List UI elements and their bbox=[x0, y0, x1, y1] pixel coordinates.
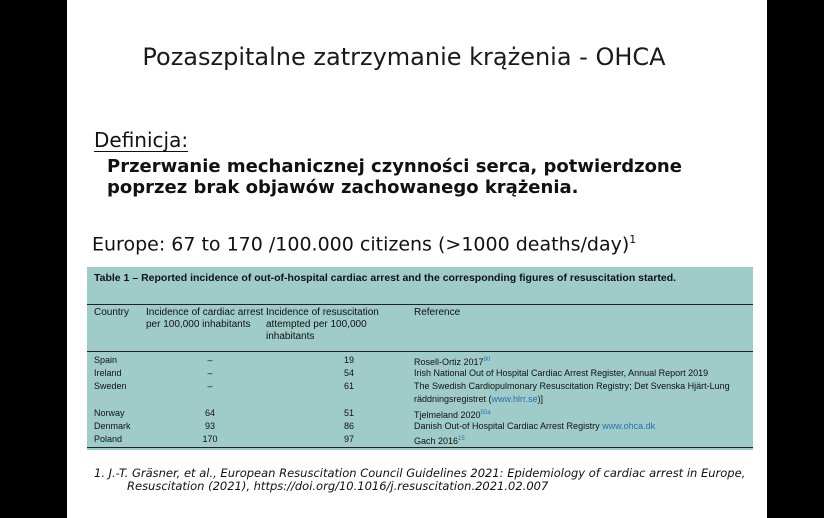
cell-reference bbox=[414, 407, 744, 421]
ref-text: Irish National Out of Hospital Cardiac Arrest Register, Annual Report 2019 bbox=[414, 368, 709, 378]
cell-reference bbox=[414, 354, 744, 368]
footnote-line-2: Resuscitation (2021), https://doi.org/10.1016/j.resuscitation.2021.02.007 bbox=[127, 479, 549, 493]
cell-reference bbox=[414, 380, 744, 406]
cell-resuscitation: 19 bbox=[343, 355, 354, 365]
cell-incidence: 93 bbox=[204, 421, 215, 431]
ref-text: The Swedish Cardiopulmonary Resuscitation Registry; Det Svenska Hjärt-Lung räddningsregistret ( bbox=[414, 381, 730, 404]
table-caption: Table 1 – Reported incidence of out-of-hospital cardiac arrest and the corresponding figures of resuscitation started. bbox=[94, 272, 677, 284]
europe-statistic-text: Europe: 67 to 170 /100.000 citizens (>1000 deaths/day) bbox=[92, 233, 630, 256]
table-rule-top bbox=[87, 304, 753, 305]
ref-sup[interactable]: 50a bbox=[480, 410, 491, 416]
europe-statistic-sup: 1 bbox=[629, 233, 637, 246]
ref-suffix: )] bbox=[537, 394, 544, 404]
footnote-line-1: 1. J.-T. Gräsner, et al., European Resuscitation Council Guidelines 2021: Epidemiology of cardiac arrest in Europe, bbox=[94, 466, 746, 480]
cell-incidence: – bbox=[207, 368, 213, 378]
header-reference: Reference bbox=[414, 307, 461, 318]
cell-resuscitation: 86 bbox=[343, 421, 354, 431]
cell-reference bbox=[414, 420, 744, 432]
cell-resuscitation: 61 bbox=[343, 381, 354, 391]
ref-text: Danish Out-of Hospital Cardiac Arrest Registry bbox=[414, 421, 603, 431]
incidence-table bbox=[87, 267, 753, 450]
table-rule-header bbox=[87, 351, 753, 352]
cell-country: Poland bbox=[94, 434, 123, 444]
definition-label bbox=[94, 128, 188, 152]
cell-country: Norway bbox=[94, 408, 125, 418]
cell-resuscitation: 54 bbox=[343, 368, 354, 378]
header-country: Country bbox=[94, 307, 130, 318]
header-incidence: Incidence of cardiac arrest per 100,000 inhabitants bbox=[146, 307, 264, 330]
footnote bbox=[94, 467, 754, 493]
slide bbox=[67, 0, 767, 518]
ref-sup[interactable]: 90 bbox=[483, 357, 491, 363]
cell-incidence: 170 bbox=[202, 434, 218, 444]
ref-link[interactable]: www.hlrr.se bbox=[491, 394, 538, 404]
cell-reference bbox=[414, 433, 744, 447]
ref-link[interactable]: www.ohca.dk bbox=[602, 421, 656, 431]
slide-title: Pozaszpitalne zatrzymanie krążenia - OHCA bbox=[142, 43, 666, 71]
europe-statistic bbox=[92, 233, 636, 255]
ref-sup[interactable]: 15 bbox=[458, 436, 465, 442]
ref-text: Tjelmeland 2020 bbox=[414, 410, 481, 420]
cell-country: Denmark bbox=[94, 421, 131, 431]
ref-text: Gach 2016 bbox=[414, 436, 459, 446]
definition-text: Przerwanie mechanicznej czynności serca, potwierdzone poprzez brak objawów zachowanego krążenia. bbox=[107, 156, 682, 198]
cell-resuscitation: 97 bbox=[343, 434, 354, 444]
cell-country: Ireland bbox=[94, 368, 122, 378]
cell-incidence: 64 bbox=[204, 408, 215, 418]
ref-text: Rosell-Ortiz 2017 bbox=[414, 357, 484, 367]
cell-country: Spain bbox=[94, 355, 118, 365]
cell-reference bbox=[414, 367, 744, 379]
header-resuscitation: Incidence of resuscitation attempted per 100,000 inhabitants bbox=[266, 307, 379, 342]
definition-label-text: Definicja: bbox=[94, 128, 189, 152]
cell-incidence: – bbox=[207, 355, 213, 365]
cell-resuscitation: 51 bbox=[343, 408, 354, 418]
cell-incidence: – bbox=[207, 381, 213, 391]
table-rule-bottom bbox=[87, 447, 753, 448]
cell-country: Sweden bbox=[94, 381, 127, 391]
